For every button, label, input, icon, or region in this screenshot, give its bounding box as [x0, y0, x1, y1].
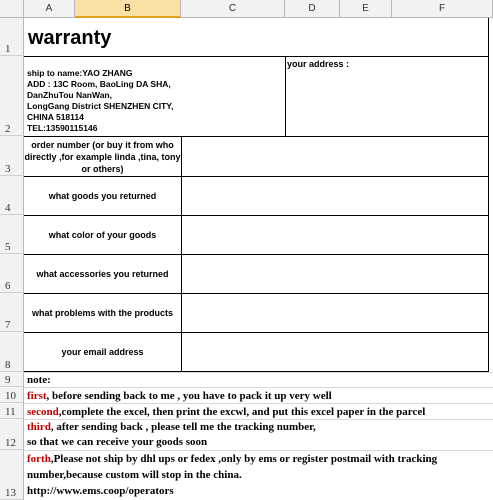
column-header-e[interactable]: E	[340, 0, 392, 18]
note-forth-word: forth	[27, 453, 51, 465]
note-second-word: second	[27, 406, 59, 418]
column-header-f[interactable]: F	[392, 0, 493, 18]
row-header-13[interactable]: 13	[0, 450, 24, 500]
border-line	[24, 371, 489, 372]
question-email: your email address	[61, 346, 144, 357]
row-header-4[interactable]: 4	[0, 176, 24, 215]
your-address-label: your address :	[287, 59, 350, 69]
select-all-corner[interactable]	[0, 0, 24, 18]
column-header-a[interactable]: A	[24, 0, 75, 18]
ems-url[interactable]: http://www.ems.coop/operators	[27, 485, 174, 497]
ship-to-address-line: DanZhuTou NanWan,	[27, 90, 112, 100]
row-header-5[interactable]: 5	[0, 215, 24, 254]
question-text: order number (or buy it from who	[31, 139, 174, 150]
row-header-7[interactable]: 7	[0, 293, 24, 332]
question-problems: what problems with the products	[31, 307, 173, 318]
row-header-11[interactable]: 11	[0, 403, 24, 419]
note-forth-continued: number,because custom will stop in the china.	[27, 469, 242, 481]
note-third	[27, 421, 316, 433]
row-header-8[interactable]: 8	[0, 332, 24, 372]
answer-accessories-cell[interactable]	[182, 254, 489, 293]
row-header-10[interactable]: 10	[0, 387, 24, 403]
gridline	[24, 450, 493, 451]
question-accessories: what accessories you returned	[36, 268, 169, 279]
note-third-text: , after sending back , please tell me the tracking number,	[50, 421, 316, 433]
note-header: note:	[27, 374, 51, 386]
note-forth-text: ,Please not ship by dhl ups or fedex ,only by ems or register postmail with tracking	[50, 453, 438, 465]
question-text: directly ,for example linda ,tina, tony	[24, 151, 181, 162]
row-header-3[interactable]: 3	[0, 136, 24, 176]
warranty-title: warranty	[28, 27, 112, 49]
row-header-9[interactable]: 9	[0, 372, 24, 387]
column-header-d[interactable]: D	[285, 0, 340, 18]
row-header-1[interactable]: 1	[0, 18, 24, 56]
row-header-12[interactable]: 12	[0, 419, 24, 450]
question-goods-color: what color of your goods	[48, 229, 157, 240]
gridline	[24, 372, 493, 373]
your-address-field[interactable]	[287, 70, 489, 136]
note-forth	[27, 453, 437, 465]
note-second	[27, 406, 425, 418]
note-second-text: ,complete the excel, then print the excwl, and put this excel paper in the parcel	[58, 406, 426, 418]
row-header-6[interactable]: 6	[0, 254, 24, 293]
ship-to-address-line: ADD : 13C Room, BaoLing DA SHA,	[27, 79, 171, 89]
answer-goods-color-cell[interactable]	[182, 215, 489, 254]
gridline	[24, 419, 493, 420]
answer-order-number-cell[interactable]	[182, 137, 489, 176]
answer-problems-cell[interactable]	[182, 293, 489, 332]
column-header-c[interactable]: C	[181, 0, 285, 18]
note-first-word: first	[27, 390, 47, 402]
row-header-2[interactable]: 2	[0, 56, 24, 136]
border-line	[24, 56, 489, 57]
gridline	[24, 387, 493, 388]
answer-goods-returned-cell[interactable]	[182, 176, 489, 215]
note-third-word: third	[27, 421, 51, 433]
question-text: or others)	[81, 163, 124, 174]
ship-to-phone: TEL:13590115146	[27, 123, 98, 133]
note-third-continued: so that we can receive your goods soon	[27, 436, 208, 448]
question-order-number	[24, 137, 181, 176]
note-first	[27, 390, 332, 402]
ship-to-block	[27, 68, 282, 134]
ship-to-address-line: LongGang District SHENZHEN CITY,	[27, 101, 174, 111]
ship-to-address-line: CHINA 518114	[27, 112, 84, 122]
note-first-text: , before sending back to me , you have to pack it up very well	[46, 390, 332, 402]
ship-to-name: ship to name:YAO ZHANG	[27, 68, 133, 78]
column-header-b[interactable]: B	[75, 0, 181, 18]
border-line	[285, 56, 286, 136]
question-goods-returned: what goods you returned	[48, 190, 157, 201]
gridline	[24, 403, 493, 404]
answer-email-cell[interactable]	[182, 332, 489, 371]
